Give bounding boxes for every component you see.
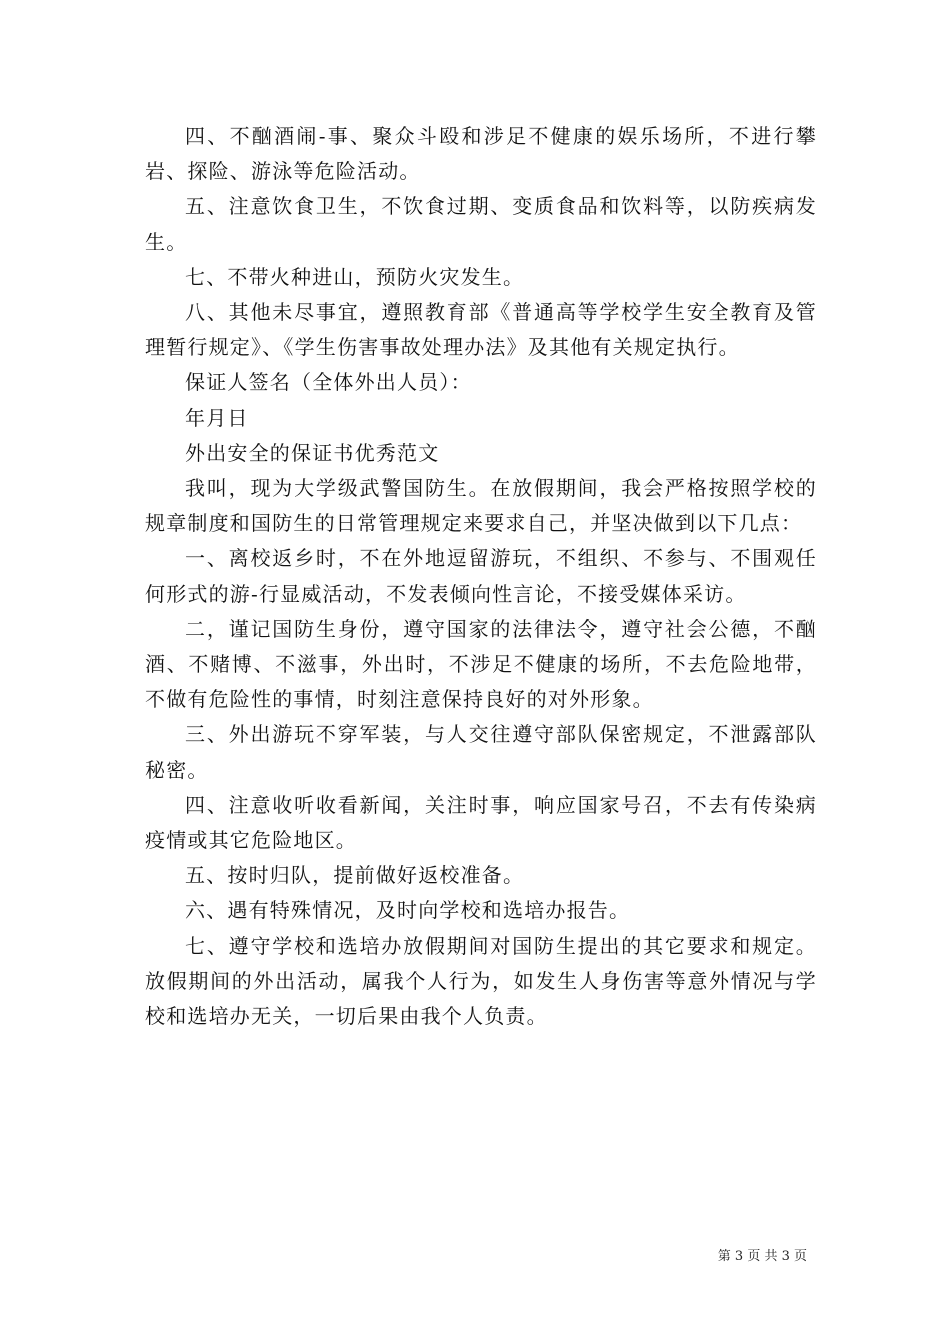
paragraph-point-six: 六、遇有特殊情况，及时向学校和选培办报告。	[185, 898, 631, 923]
signature-line: 保证人签名（全体外出人员）：	[185, 370, 472, 395]
paragraph-rule-five: 五、注意饮食卫生，不饮食过期、变质食品和饮料等，以防疾病发生。	[145, 194, 817, 254]
date-line: 年月日	[185, 405, 249, 430]
intro-paragraph: 我叫，现为大学级武警国防生。在放假期间，我会严格按照学校的规章制度和国防生的日常管理规定来要求自己，并坚决做到以下几点：	[145, 476, 817, 536]
paragraph-point-four: 四、注意收听收看新闻，关注时事，响应国家号召，不去有传染病疫情或其它危险地区。	[145, 792, 817, 853]
page-number-footer: 第 3 页 共 3 页	[717, 1249, 807, 1264]
paragraph-point-five: 五、按时归队，提前做好返校准备。	[185, 863, 525, 888]
paragraph-rule-seven: 七、不带火种进山，预防火灾发生。	[185, 264, 525, 289]
paragraph-point-one: 一、离校返乡时，不在外地逗留游玩，不组织、不参与、不围观任何形式的游-行显威活动，不发表倾向性言论，不接受媒体采访。	[145, 546, 817, 606]
paragraph-rule-eight: 八、其他未尽事宜，遵照教育部《普通高等学校学生安全教育及管理暂行规定》、《学生伤害事故处理办法》及其他有关规定执行。	[145, 300, 817, 360]
section-title: 外出安全的保证书优秀范文	[185, 440, 440, 465]
paragraph-point-seven: 七、遵守学校和选培办放假期间对国防生提出的其它要求和规定。放假期间的外出活动，属我个人行为，如发生人身伤害等意外情况与学校和选培办无关，一切后果由我个人负责。	[145, 933, 817, 1029]
paragraph-point-two: 二，谨记国防生身份，遵守国家的法律法令，遵守社会公德，不酗酒、不赌博、不滋事，外出时，不涉足不健康的场所，不去危险地带，不做有危险性的事情，时刻注意保持良好的对外形象。	[145, 616, 817, 712]
paragraph-rule-four: 四、不酗酒闹-事、聚众斗殴和涉足不健康的娱乐场所，不进行攀岩、探险、游泳等危险活动。	[145, 124, 817, 184]
document-body	[145, 119, 817, 1034]
paragraph-point-three: 三、外出游玩不穿军装，与人交往遵守部队保密规定，不泄露部队秘密。	[145, 722, 817, 782]
